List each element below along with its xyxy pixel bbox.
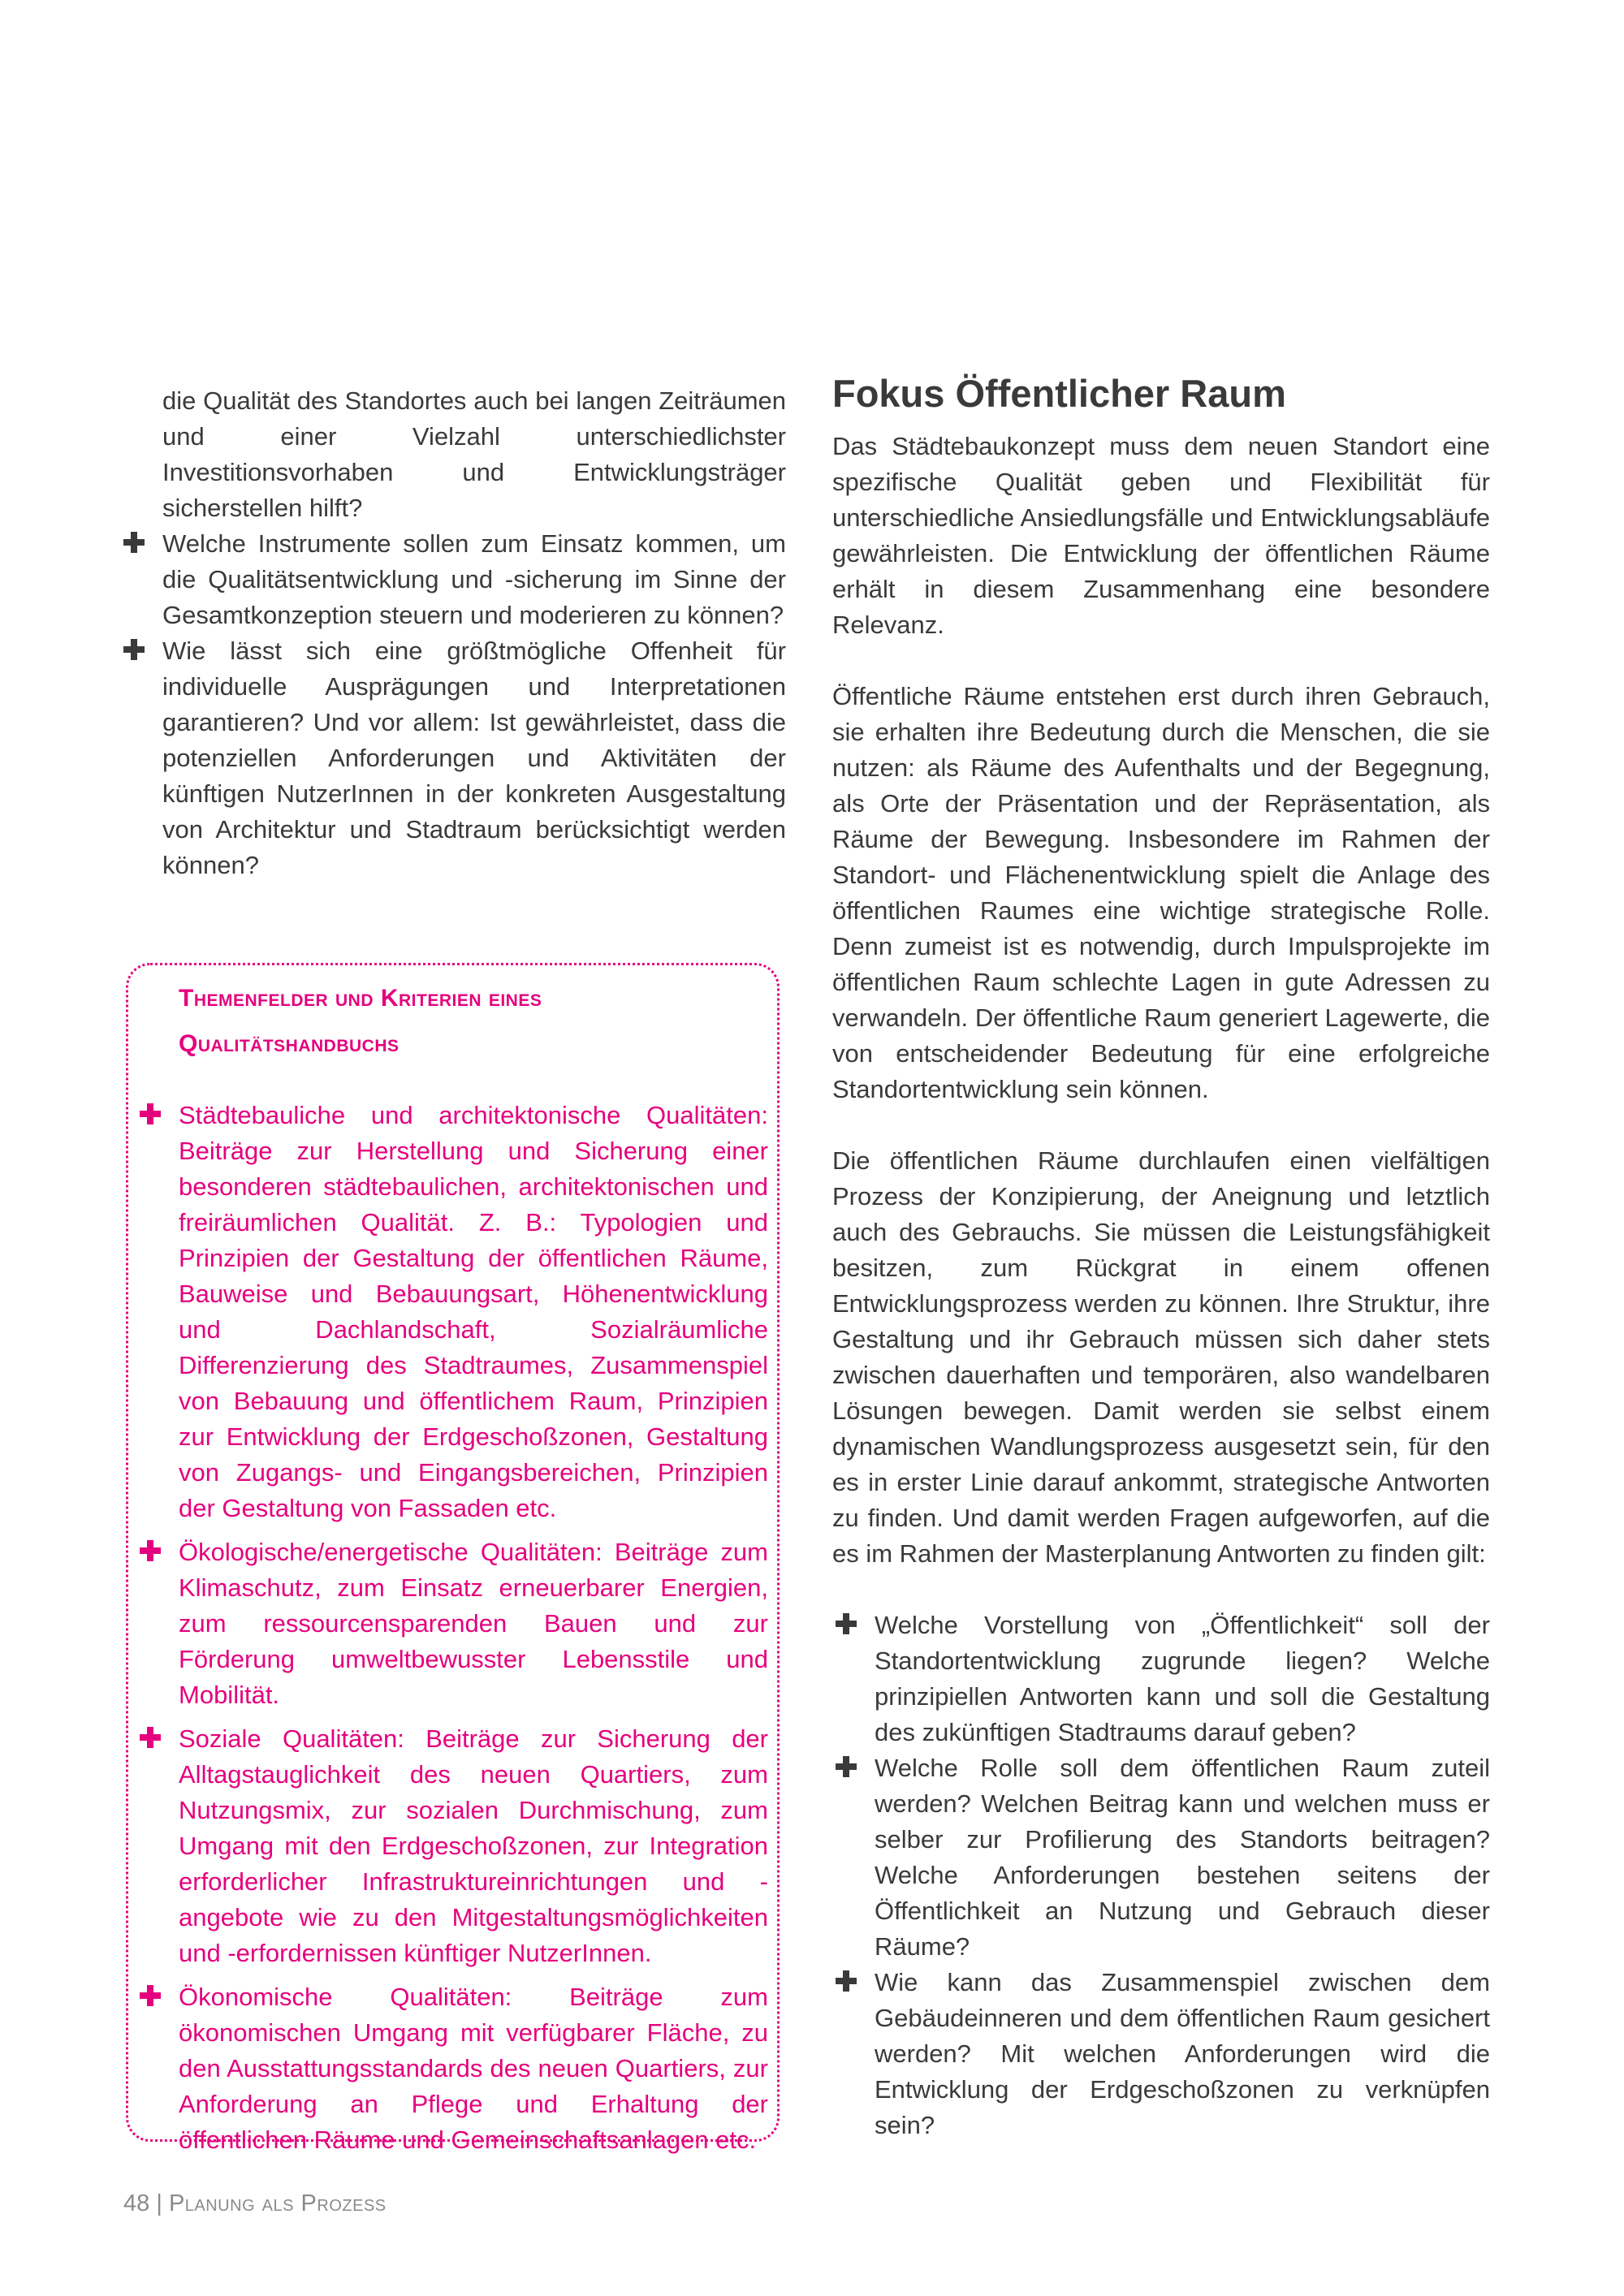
- list-item: [136, 1098, 768, 1526]
- info-box-title-line2: Qualitätshandbuchs: [179, 1030, 400, 1057]
- list-item-text: Soziale Qualitäten: Beiträge zur Sicherung der Alltagstauglichkeit des neuen Quartiers, zum Nutzungsmix, zur sozialen Durchmischung, zum Umgang mit den Erdgeschoßzonen, zur Integration erforderlicher Infrastruktureinrichtungen und -angebote wie zu den Mitgestaltungsmöglichkeiten und -erfordernissen künftiger NutzerInnen.: [179, 1724, 768, 1967]
- list-item-text: Wie kann das Zusammenspiel zwischen dem Gebäudeinneren und dem öffentlichen Raum gesichert werden? Mit welchen Anforderungen wird die Entwicklung der Erdgeschoßzonen zu verknüpfen sein?: [875, 1968, 1490, 2139]
- plus-bullet-icon: [836, 1970, 857, 1992]
- list-item-text: Welche Instrumente sollen zum Einsatz kommen, um die Qualitätsentwicklung und -sicherung im Sinne der Gesamtkonzeption steuern und moderieren zu können?: [162, 529, 786, 629]
- list-item-text: Welche Rolle soll dem öffentlichen Raum zuteil werden? Welchen Beitrag kann und welchen muss er selber zur Profilierung des Standorts beitragen? Welche Anforderungen bestehen seitens der Öffentlichkeit an Nutzung und Gebrauch dieser Räume?: [875, 1754, 1490, 1961]
- list-item: [832, 1965, 1490, 2143]
- plus-bullet-icon: [836, 1613, 857, 1634]
- list-item: [136, 1979, 768, 2158]
- info-box-title-line: [179, 1021, 747, 1067]
- footer-separator: |: [156, 2190, 162, 2216]
- info-box-title-line1: Themenfelder und Kriterien eines: [179, 985, 542, 1012]
- list-item: [832, 1750, 1490, 1965]
- right-column: [832, 370, 1490, 2143]
- lead-paragraph: die Qualität des Standortes auch bei langen Zeiträumen und einer Vielzahl unterschiedlichster Investitionsvorhaben und Entwicklungsträger sicherstellen hilft?: [162, 386, 786, 522]
- plus-bullet-icon: [836, 1756, 857, 1777]
- body-paragraph: Öffentliche Räume entstehen erst durch ihren Gebrauch, sie erhalten ihre Bedeutung durch die Menschen, die sie nutzen: als Räume des Aufenthalts und der Begegnung, als Orte der Präsentation und der Repräsentation, als Räume der Bewegung. Insbesondere im Rahmen der Standort- und Flächenentwicklung spielt die Anlage des öffentlichen Raumes eine wichtige strategische Rolle. Denn zumeist ist es notwendig, durch Impulsprojekte im öffentlichen Raum schlechte Lagen in gute Adressen zu verwandeln. Der öffentliche Raum generiert Lagewerte, die von entscheidender Bedeutung für eine erfolgreiche Standortentwicklung sein können.: [832, 682, 1490, 1103]
- list-item: [136, 1721, 768, 1971]
- list-item-text: Welche Vorstellung von „Öffentlichkeit“ soll der Standortentwicklung zugrunde liegen? Welche prinzipiellen Antworten kann und soll die Gestaltung des zukünftigen Stadtraums darauf geben?: [875, 1611, 1490, 1746]
- plus-bullet-icon: [140, 1727, 161, 1748]
- plus-bullet-icon: [123, 532, 145, 553]
- right-question-list: [832, 1608, 1490, 2143]
- list-item-text: Wie lässt sich eine größtmögliche Offenheit für individuelle Ausprägungen und Interpretationen garantieren? Und vor allem: Ist gewährleistet, dass die potenziellen Anforderungen und Aktivitäten der künftigen NutzerInnen in der konkreten Ausgestaltung von Architektur und Stadtraum berücksichtigt werden können?: [162, 637, 786, 879]
- list-item: [832, 1608, 1490, 1750]
- footer-section-title: Planung als Prozess: [168, 2190, 387, 2216]
- plus-bullet-icon: [123, 639, 145, 660]
- plus-bullet-icon: [140, 1985, 161, 2006]
- body-paragraph: Das Städtebaukonzept muss dem neuen Standort eine spezifische Qualität geben und Flexibilität für unterschiedliche Ansiedlungsfälle und Entwicklungsabläufe gewährleisten. Die Entwicklung der öffentlichen Räume erhält in diesem Zusammenhang eine besondere Relevanz.: [832, 432, 1490, 639]
- info-box-title: [179, 976, 747, 1067]
- body-paragraph: Die öffentlichen Räume durchlaufen einen vielfältigen Prozess der Konzipierung, der Aneignung und letztlich auch des Gebrauchs. Sie müssen die Leistungsfähigkeit besitzen, zum Rückgrat in einem offenen Entwicklungsprozess werden zu können. Ihre Struktur, ihre Gestaltung und ihr Gebrauch müssen sich daher stets zwischen dauerhaften und temporären, also wandelbaren Lösungen bewegen. Damit werden sie selbst einem dynamischen Wandlungsprozess ausgesetzt sein, für den es in erster Linie darauf ankommt, strategische Antworten zu finden. Und damit werden Fragen aufgeworfen, auf die es im Rahmen der Masterplanung Antworten zu finden gilt:: [832, 1146, 1490, 1568]
- list-item: [120, 633, 786, 883]
- section-heading: Fokus Öffentlicher Raum: [832, 372, 1286, 415]
- plus-bullet-icon: [140, 1540, 161, 1561]
- info-box-title-line: [179, 976, 747, 1021]
- page-footer: [123, 2190, 387, 2217]
- left-question-list: [120, 526, 786, 883]
- list-item-text: Ökonomische Qualitäten: Beiträge zum ökonomischen Umgang mit verfügbarer Fläche, zu den Ausstattungsstandards des neuen Quartiers, zur Anforderung an Pflege und Erhaltung der öffentlichen Räume und Gemeinschaftsanlagen etc.: [179, 1983, 768, 2154]
- page-number: 48: [123, 2190, 150, 2216]
- list-item-text: Städtebauliche und architektonische Qualitäten: Beiträge zur Herstellung und Sicherung einer besonderen städtebaulichen, architektonischen und freiräumlichen Qualität. Z. B.: Typologien und Prinzipien der Gestaltung der öffentlichen Räume, Bauweise und Bebauungsart, Höhenentwicklung und Dachlandschaft, Sozialräumliche Differenzierung des Stadtraumes, Zusammenspiel von Bebauung und öffentlichem Raum, Prinzipien zur Entwicklung der Erdgeschoßzonen, Gestaltung von Zugangs- und Eingangsbereichen, Prinzipien der Gestaltung von Fassaden etc.: [179, 1101, 768, 1522]
- list-item: [120, 526, 786, 633]
- list-item: [136, 1534, 768, 1713]
- list-item-text: Ökologische/energetische Qualitäten: Beiträge zum Klimaschutz, zum Einsatz erneuerbarer Energien, zum ressourcensparenden Bauen und zur Förderung umweltbewusster Lebensstile und Mobilität.: [179, 1538, 768, 1709]
- plus-bullet-icon: [140, 1103, 161, 1124]
- left-column: [120, 383, 786, 883]
- info-box-list: [136, 1098, 768, 2158]
